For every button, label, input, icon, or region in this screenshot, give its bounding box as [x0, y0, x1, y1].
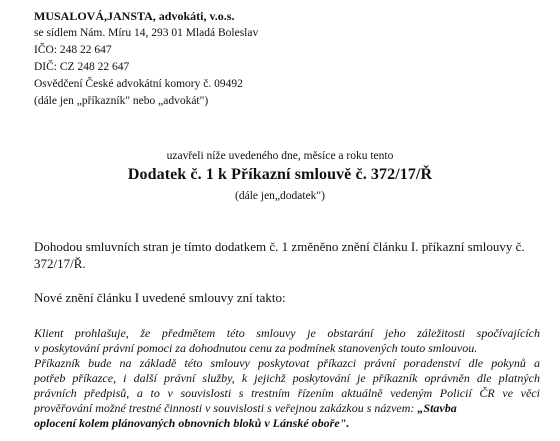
contract-intro: uzavřeli níže uvedeného dne, měsíce a roku tento	[166, 150, 394, 162]
party-certificate: Osvědčení České advokátní komory č. 09492	[34, 78, 243, 90]
document-alias: (dále jen„dodatek")	[235, 190, 325, 202]
document-title: Dodatek č. 1 k Příkazní smlouvě č. 372/17/Ř	[127, 166, 433, 183]
party-name: MUSALOVÁ,JANSTA, advokáti, v.o.s.	[34, 9, 235, 23]
paragraph-amendment-line-1: Dohodou smluvních stran je tímto dodatkem č. 1 změněno znění článku I. příkazní smlouvy č.	[34, 239, 525, 254]
project-name-start: „Stavba	[417, 401, 457, 415]
article-line: právních předpisů, a to v souvislosti s trestním řízením aktuálně vedeným Policií ČR ve věci	[34, 386, 540, 400]
article-line: Příkazník bude na základě této smlouvy poskytovat příkazci právní poradenství dle pokynů a	[34, 356, 540, 370]
article-line: v poskytování právní pomoci za dohodnutou cenu za podmínek stanovených touto smlouvou.	[34, 341, 478, 355]
article-line: potřeb příkazce, i další právní služby, k jejichž poskytování je příkazník oprávněn dle platných	[34, 371, 540, 385]
article-line-last	[34, 401, 540, 415]
article-line: prověřování možné trestné činnosti v souvislosti s veřejnou zakázkou s názvem:	[34, 401, 415, 415]
paragraph-amendment-line-2: 372/17/Ř.	[34, 256, 86, 271]
project-name-end: oplocení kolem plánovaných obnovních bloků v Lánské oboře".	[34, 416, 350, 430]
party-ico: IČO: 248 22 647	[34, 44, 112, 56]
party-dic: DIČ: CZ 248 22 647	[34, 61, 130, 73]
article-line: Klient prohlašuje, že předmětem této smlouvy je obstarání jeho záležitosti spočívajících	[34, 326, 540, 340]
paragraph-new-wording: Nové znění článku I uvedené smlouvy zní takto:	[34, 290, 286, 305]
party-alias: (dále jen „příkazník" nebo „advokát")	[34, 95, 209, 107]
party-seat: se sídlem Nám. Míru 14, 293 01 Mladá Boleslav	[34, 27, 259, 39]
